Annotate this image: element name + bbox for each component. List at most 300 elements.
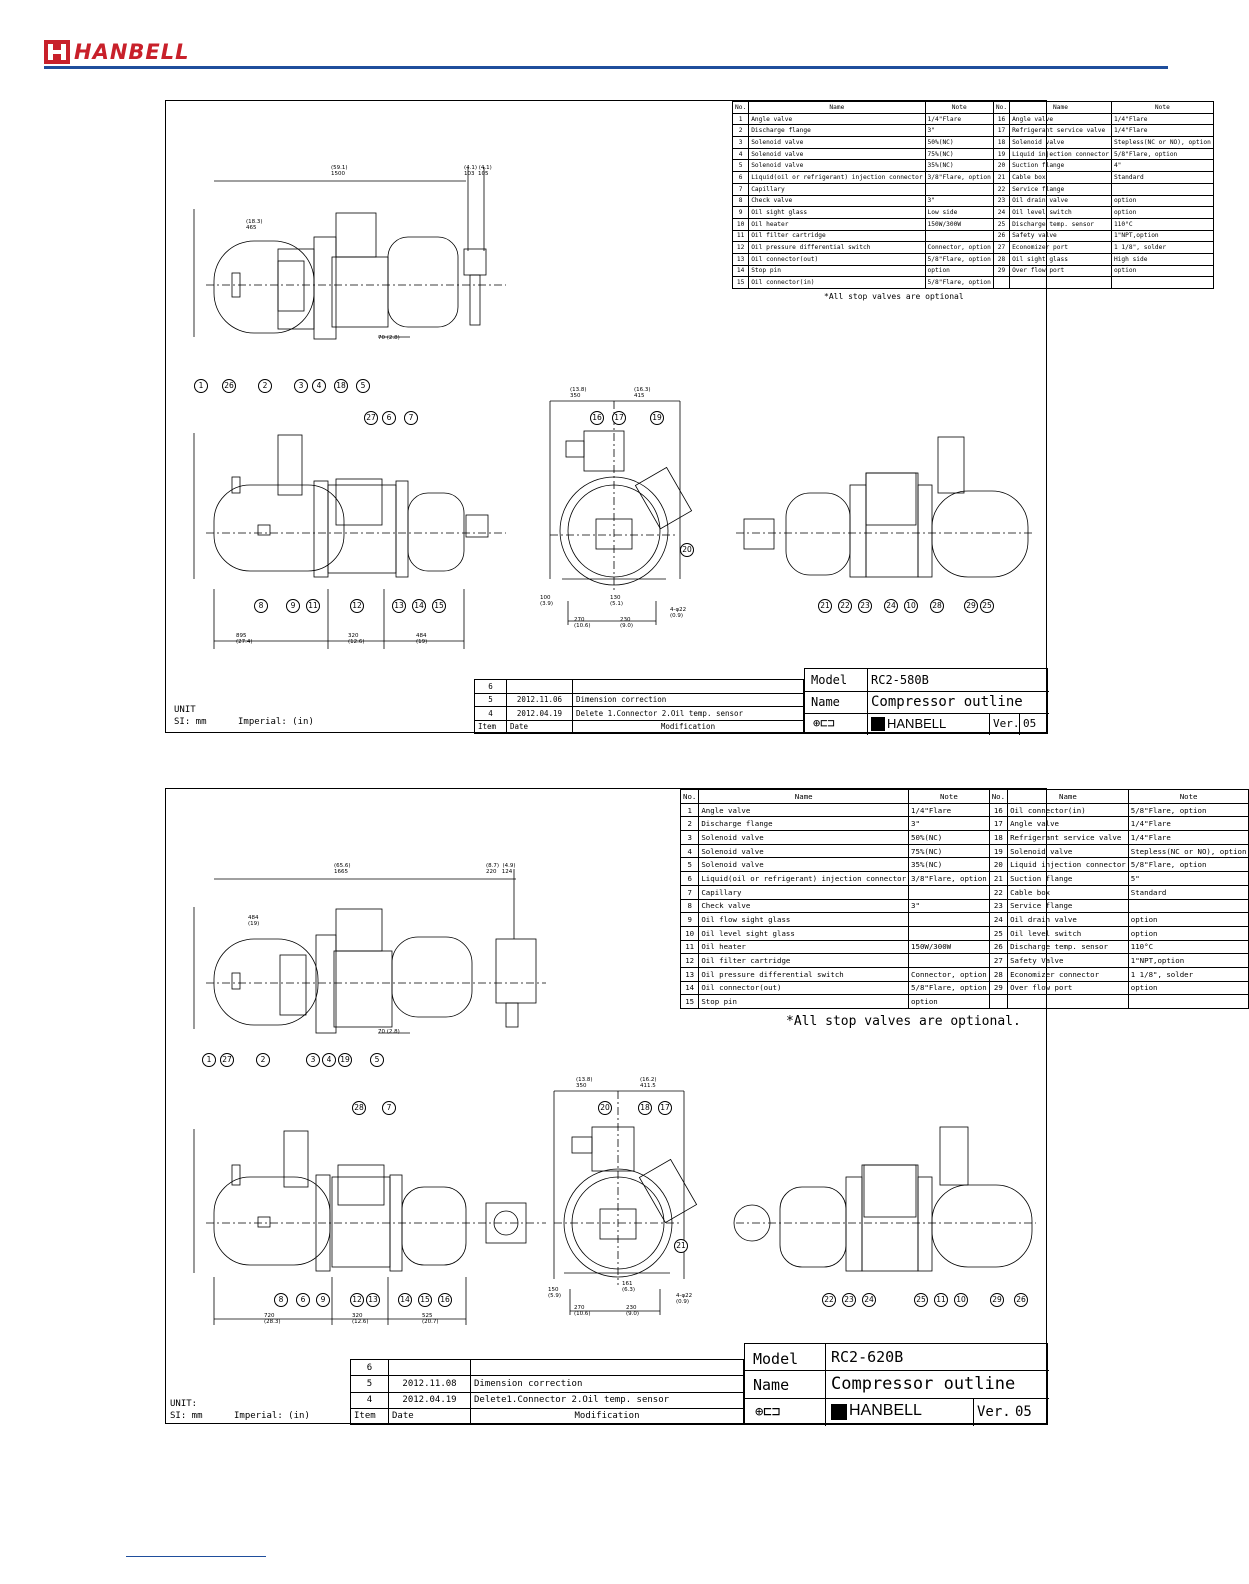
part-name: Liquid(oil or refrigerant) injection connector [749, 172, 925, 184]
part-no: 14 [733, 265, 749, 277]
revision-row [351, 1376, 744, 1392]
stop-valves-note: *All stop valves are optional. [786, 1014, 1021, 1029]
header-no: No. [989, 790, 1007, 804]
revision-row [475, 693, 804, 707]
revision-date [507, 680, 573, 694]
part-name: Oil pressure differential switch [699, 967, 909, 981]
part-name: Check valve [699, 899, 909, 913]
part-no: 1 [733, 113, 749, 125]
part-callout-balloon: 24 [862, 1293, 876, 1307]
part-no: 21 [993, 172, 1009, 184]
revision-row [351, 1360, 744, 1376]
hanbell-logo [44, 40, 204, 66]
revision-date [389, 1360, 471, 1376]
part-callout-balloon: 2 [258, 379, 272, 393]
part-name: Economizer connector [1008, 967, 1129, 981]
table-row [733, 230, 1214, 242]
part-callout-balloon: 3 [306, 1053, 320, 1067]
dim-valve-offsets: (8.7) (4.9) 220 124 [486, 863, 516, 875]
header-name: Name [699, 790, 909, 804]
revision-mod [471, 1360, 744, 1376]
table-row [733, 113, 1214, 125]
part-callout-balloon: 19 [650, 411, 664, 425]
part-callout-balloon: 2 [256, 1053, 270, 1067]
part-callout-balloon: 4 [322, 1053, 336, 1067]
part-note: 5/8"Flare, option [925, 253, 993, 265]
part-callout-balloon: 25 [914, 1293, 928, 1307]
part-name: Solenoid valve [749, 160, 925, 172]
part-no: 1 [681, 803, 699, 817]
part-no: 2 [681, 817, 699, 831]
part-name: Over flow port [1008, 981, 1129, 995]
part-name: Stop pin [749, 265, 925, 277]
part-no: 22 [989, 885, 1007, 899]
part-callout-balloon: 25 [980, 599, 994, 613]
part-note: 1/4"Flare [1128, 817, 1249, 831]
model-value: RC2-580B [871, 673, 929, 687]
header-name: Name [1008, 790, 1129, 804]
part-callout-balloon: 20 [598, 1101, 612, 1115]
part-name: Oil pressure differential switch [749, 242, 925, 254]
part-note [909, 913, 990, 927]
drawing-sheet-rc2-620b [165, 788, 1247, 1424]
part-no: 6 [733, 172, 749, 184]
revision-header [475, 720, 804, 734]
part-callout-balloon: 17 [658, 1101, 672, 1115]
part-note: option [1111, 207, 1213, 219]
part-no: 2 [733, 125, 749, 137]
part-callout-balloon: 24 [884, 599, 898, 613]
part-note [1128, 995, 1249, 1009]
part-no: 5 [733, 160, 749, 172]
unit-imperial: Imperial: (in) [238, 717, 314, 727]
part-callout-balloon: 3 [294, 379, 308, 393]
part-no: 20 [989, 858, 1007, 872]
dim-end-height-right: (16.2) 411.5 [640, 1077, 657, 1089]
part-name: Check valve [749, 195, 925, 207]
part-callout-balloon: 29 [990, 1293, 1004, 1307]
revision-mark: 5 [351, 1376, 389, 1392]
part-callout-balloon: 9 [286, 599, 300, 613]
part-no: 9 [733, 207, 749, 219]
rev-header-date: Date [389, 1408, 471, 1424]
ver-value: 05 [1023, 717, 1037, 730]
part-callout-balloon: 27 [364, 411, 378, 425]
hanbell-mark-icon [831, 1404, 847, 1420]
header-note: Note [925, 102, 993, 114]
table-row [681, 858, 1249, 872]
part-note: 1/4"Flare [1111, 113, 1213, 125]
revision-date: 2012.11.08 [389, 1376, 471, 1392]
revision-mark: 4 [475, 707, 507, 721]
part-no: 8 [681, 899, 699, 913]
revision-row [475, 680, 804, 694]
part-callout-balloon: 14 [412, 599, 426, 613]
part-note: Low side [925, 207, 993, 219]
part-callout-balloon: 10 [954, 1293, 968, 1307]
part-callout-balloon: 11 [934, 1293, 948, 1307]
part-no: 3 [733, 137, 749, 149]
dim-mounting-holes: 4-φ22 (0.9) [676, 1293, 693, 1305]
part-name: Economizer port [1010, 242, 1112, 254]
dim-discharge-offset: (18.3) 465 [246, 219, 263, 231]
part-note: 3/8"Flare, option [925, 172, 993, 184]
part-name: Suction flange [1008, 872, 1129, 886]
table-row [681, 967, 1249, 981]
revision-row [351, 1392, 744, 1408]
brand-name: HANBELL [74, 40, 190, 64]
part-name: Oil connector(in) [1008, 803, 1129, 817]
part-note: 5" [1128, 872, 1249, 886]
part-no: 24 [989, 913, 1007, 927]
revision-date: 2012.04.19 [389, 1392, 471, 1408]
rev-header-date: Date [507, 720, 573, 734]
part-no: 29 [993, 265, 1009, 277]
part-callout-balloon: 13 [366, 1293, 380, 1307]
part-name: Refrigerant service valve [1008, 831, 1129, 845]
part-name: Oil flow sight glass [699, 913, 909, 927]
part-name: Solenoid valve [749, 137, 925, 149]
part-callout-balloon: 23 [858, 599, 872, 613]
revision-mark: 5 [475, 693, 507, 707]
table-row [733, 242, 1214, 254]
title-brand: HANBELL [887, 716, 947, 731]
part-callout-balloon: 9 [316, 1293, 330, 1307]
part-callout-balloon: 14 [398, 1293, 412, 1307]
part-note: 4" [1111, 160, 1213, 172]
part-note: 75%(NC) [925, 148, 993, 160]
part-callout-balloon: 26 [1014, 1293, 1028, 1307]
part-name: Solenoid valve [749, 148, 925, 160]
part-note: Connector, option [909, 967, 990, 981]
dim-foot-right-offset: 161 (6.3) [622, 1281, 636, 1293]
part-note: 1 1/8", solder [1111, 242, 1213, 254]
part-name: Capillary [749, 183, 925, 195]
ver-value: 05 [1015, 1404, 1032, 1420]
part-note: 5/8"Flare, option [1111, 148, 1213, 160]
dim-foot-right-offset: 130 (5.1) [610, 595, 624, 607]
part-name: Oil drain valve [1010, 195, 1112, 207]
rev-header-modification: Modification [573, 720, 804, 734]
part-name: Cable box [1008, 885, 1129, 899]
part-note: 3" [925, 125, 993, 137]
revision-block [474, 679, 804, 734]
part-no: 27 [993, 242, 1009, 254]
part-note: Standard [1128, 885, 1249, 899]
part-callout-balloon: 26 [222, 379, 236, 393]
part-callout-balloon: 6 [296, 1293, 310, 1307]
header-no: No. [993, 102, 1009, 114]
part-name: Oil level switch [1010, 207, 1112, 219]
part-note: 5/8"Flare, option [925, 277, 993, 289]
part-note [1111, 183, 1213, 195]
part-no: 23 [989, 899, 1007, 913]
table-row [733, 207, 1214, 219]
table-row [681, 926, 1249, 940]
part-no: 7 [733, 183, 749, 195]
part-note: 5/8"Flare, option [1128, 803, 1249, 817]
part-name: Refrigerant service valve [1010, 125, 1112, 137]
part-no: 17 [989, 817, 1007, 831]
part-note: 1/4"Flare [909, 803, 990, 817]
part-name: Liquid(oil or refrigerant) injection connector [699, 872, 909, 886]
part-note: High side [1111, 253, 1213, 265]
part-no: 4 [733, 148, 749, 160]
revision-date: 2012.04.19 [507, 707, 573, 721]
name-label: Name [811, 695, 840, 709]
part-callout-balloon: 1 [194, 379, 208, 393]
dim-foot-width-left: 270 (10.6) [574, 617, 591, 629]
stop-valves-note: *All stop valves are optional [824, 292, 964, 301]
part-name: Solenoid valve [699, 831, 909, 845]
part-note: 50%(NC) [925, 137, 993, 149]
part-name: Liquid injection connector [1010, 148, 1112, 160]
revision-mod: Dimension correction [573, 693, 804, 707]
part-note: 110°C [1128, 940, 1249, 954]
part-no: 11 [681, 940, 699, 954]
part-callout-balloon: 5 [356, 379, 370, 393]
part-name: Safety valve [1010, 230, 1112, 242]
part-callout-balloon: 21 [818, 599, 832, 613]
part-note: 35%(NC) [925, 160, 993, 172]
hanbell-mark-icon [44, 40, 70, 64]
unit-imperial: Imperial: (in) [234, 1411, 310, 1421]
revision-mod: Delete 1.Connector 2.Oil temp. sensor [573, 707, 804, 721]
part-callout-balloon: 8 [254, 599, 268, 613]
part-name: Oil connector(in) [749, 277, 925, 289]
part-note: 35%(NC) [909, 858, 990, 872]
part-note: option [1128, 981, 1249, 995]
dim-foot-span: 320 (12.6) [352, 1313, 369, 1325]
part-name: Discharge flange [749, 125, 925, 137]
part-callout-balloon: 17 [612, 411, 626, 425]
rev-header-modification: Modification [471, 1408, 744, 1424]
part-name: Service flange [1010, 183, 1112, 195]
part-name: Oil level sight glass [699, 926, 909, 940]
part-no: 26 [989, 940, 1007, 954]
part-no: 21 [989, 872, 1007, 886]
part-no: 13 [733, 253, 749, 265]
part-note [909, 954, 990, 968]
part-name: Over flow port [1010, 265, 1112, 277]
part-note: 110°C [1111, 218, 1213, 230]
part-no: 28 [993, 253, 1009, 265]
table-row [733, 148, 1214, 160]
part-name: Oil filter cartridge [749, 230, 925, 242]
part-note: 1 1/8", solder [1128, 967, 1249, 981]
part-callout-balloon: 12 [350, 1293, 364, 1307]
name-label: Name [753, 1376, 790, 1394]
unit-label: UNIT: [170, 1399, 198, 1409]
title-block [744, 1343, 1048, 1425]
part-no: 14 [681, 981, 699, 995]
part-name: Oil sight glass [1010, 253, 1112, 265]
part-note: 1/4"Flare [925, 113, 993, 125]
ver-label: Ver. [977, 1404, 1011, 1420]
part-note: 75%(NC) [909, 844, 990, 858]
part-name: Oil drain valve [1008, 913, 1129, 927]
part-note: 5/8"Flare, option [1128, 858, 1249, 872]
part-no: 4 [681, 844, 699, 858]
part-callout-balloon: 7 [382, 1101, 396, 1115]
table-row [733, 218, 1214, 230]
table-row [733, 253, 1214, 265]
part-name: Discharge flange [699, 817, 909, 831]
part-no: 15 [733, 277, 749, 289]
part-no: 11 [733, 230, 749, 242]
header-note: Note [909, 790, 990, 804]
dim-overall-length: (65.6) 1665 [334, 863, 351, 875]
revision-header [351, 1408, 744, 1424]
header-rule [44, 66, 1168, 69]
revision-mod: Delete1.Connector 2.Oil temp. sensor [471, 1392, 744, 1408]
part-note: 3" [909, 899, 990, 913]
part-no: 20 [993, 160, 1009, 172]
dim-foot-span: 320 (12.6) [348, 633, 365, 645]
part-name: Capillary [699, 885, 909, 899]
part-no: 10 [733, 218, 749, 230]
part-callout-balloon: 22 [822, 1293, 836, 1307]
table-row [681, 817, 1249, 831]
part-name: Oil filter cartridge [699, 954, 909, 968]
parts-table-header [733, 102, 1214, 114]
dim-side-offset: 70 (2.8) [378, 1029, 400, 1035]
part-callout-balloon: 16 [590, 411, 604, 425]
part-note: 3/8"Flare, option [909, 872, 990, 886]
part-no: 15 [681, 995, 699, 1009]
part-no: 26 [993, 230, 1009, 242]
part-note: 3" [925, 195, 993, 207]
header-note: Note [1128, 790, 1249, 804]
part-note: option [1111, 195, 1213, 207]
dim-foot-width-left: 270 (10.6) [574, 1305, 591, 1317]
part-no: 29 [989, 981, 1007, 995]
part-no [993, 277, 1009, 289]
part-no: 25 [989, 926, 1007, 940]
drawing-sheet-rc2-580b [165, 100, 1211, 733]
part-callout-balloon: 1 [202, 1053, 216, 1067]
header-no: No. [733, 102, 749, 114]
part-no: 18 [989, 831, 1007, 845]
dim-foot-right: 484 (19) [416, 633, 428, 645]
part-note [925, 230, 993, 242]
part-name: Angle valve [1010, 113, 1112, 125]
part-callout-balloon: 29 [964, 599, 978, 613]
table-row [681, 981, 1249, 995]
part-callout-balloon: 19 [338, 1053, 352, 1067]
part-no: 22 [993, 183, 1009, 195]
table-row [681, 885, 1249, 899]
part-name: Cable box [1010, 172, 1112, 184]
part-name: Angle valve [1008, 817, 1129, 831]
unit-si: SI: mm [174, 717, 207, 727]
part-note: 1/4"Flare [1111, 125, 1213, 137]
table-row [733, 125, 1214, 137]
part-no: 16 [993, 113, 1009, 125]
parts-table-header [681, 790, 1249, 804]
part-name: Safety Valve [1008, 954, 1129, 968]
part-note: Stepless(NC or NO), option [1128, 844, 1249, 858]
table-row [733, 265, 1214, 277]
part-note: Standard [1111, 172, 1213, 184]
part-no: 27 [989, 954, 1007, 968]
rev-header-item: Item [351, 1408, 389, 1424]
title-brand: HANBELL [849, 1402, 922, 1419]
part-no: 17 [993, 125, 1009, 137]
header-name: Name [1010, 102, 1112, 114]
header-note: Note [1111, 102, 1213, 114]
part-no: 7 [681, 885, 699, 899]
part-note: 150W/300W [909, 940, 990, 954]
part-callout-balloon: 5 [370, 1053, 384, 1067]
part-name: Discharge temp. sensor [1008, 940, 1129, 954]
part-name: Oil level switch [1008, 926, 1129, 940]
part-name: Suction flange [1010, 160, 1112, 172]
part-callout-balloon: 20 [680, 543, 694, 557]
part-no: 12 [733, 242, 749, 254]
part-callout-balloon: 23 [842, 1293, 856, 1307]
part-note [909, 885, 990, 899]
table-row [733, 195, 1214, 207]
part-note [909, 926, 990, 940]
part-no: 19 [989, 844, 1007, 858]
part-callout-balloon: 28 [352, 1101, 366, 1115]
part-no: 25 [993, 218, 1009, 230]
part-callout-balloon: 28 [930, 599, 944, 613]
part-no: 5 [681, 858, 699, 872]
part-name [1008, 995, 1129, 1009]
table-row [733, 137, 1214, 149]
table-row [681, 954, 1249, 968]
part-no: 6 [681, 872, 699, 886]
dim-foot-left-offset: 100 (3.9) [540, 595, 554, 607]
part-note: 50%(NC) [909, 831, 990, 845]
revision-block [350, 1359, 744, 1425]
part-callout-balloon: 4 [312, 379, 326, 393]
part-callout-balloon: 18 [334, 379, 348, 393]
dim-discharge-offset: 484 (19) [248, 915, 260, 927]
part-note: 1/4"Flare [1128, 831, 1249, 845]
title-block [804, 668, 1048, 734]
part-name: Oil connector(out) [749, 253, 925, 265]
part-note: option [1128, 913, 1249, 927]
part-note: option [1128, 926, 1249, 940]
part-callout-balloon: 10 [904, 599, 918, 613]
part-name: Solenoid valve [1010, 137, 1112, 149]
table-row [733, 183, 1214, 195]
part-callout-balloon: 27 [220, 1053, 234, 1067]
dim-mounting-holes: 4-φ22 (0.9) [670, 607, 687, 619]
part-callout-balloon: 13 [392, 599, 406, 613]
part-note: Stepless(NC or NO), option [1111, 137, 1213, 149]
part-no: 9 [681, 913, 699, 927]
parts-table [732, 101, 1214, 289]
part-name: Oil connector(out) [699, 981, 909, 995]
table-row [681, 844, 1249, 858]
part-callout-balloon: 11 [306, 599, 320, 613]
model-label: Model [753, 1350, 799, 1368]
part-no: 16 [989, 803, 1007, 817]
part-callout-balloon: 8 [274, 1293, 288, 1307]
part-name: Oil heater [699, 940, 909, 954]
part-callout-balloon: 6 [382, 411, 396, 425]
part-note: 1"NPT,option [1128, 954, 1249, 968]
part-name: Solenoid valve [1008, 844, 1129, 858]
part-note: Connector, option [925, 242, 993, 254]
part-name [1010, 277, 1112, 289]
part-no: 8 [733, 195, 749, 207]
revision-mark: 6 [351, 1360, 389, 1376]
